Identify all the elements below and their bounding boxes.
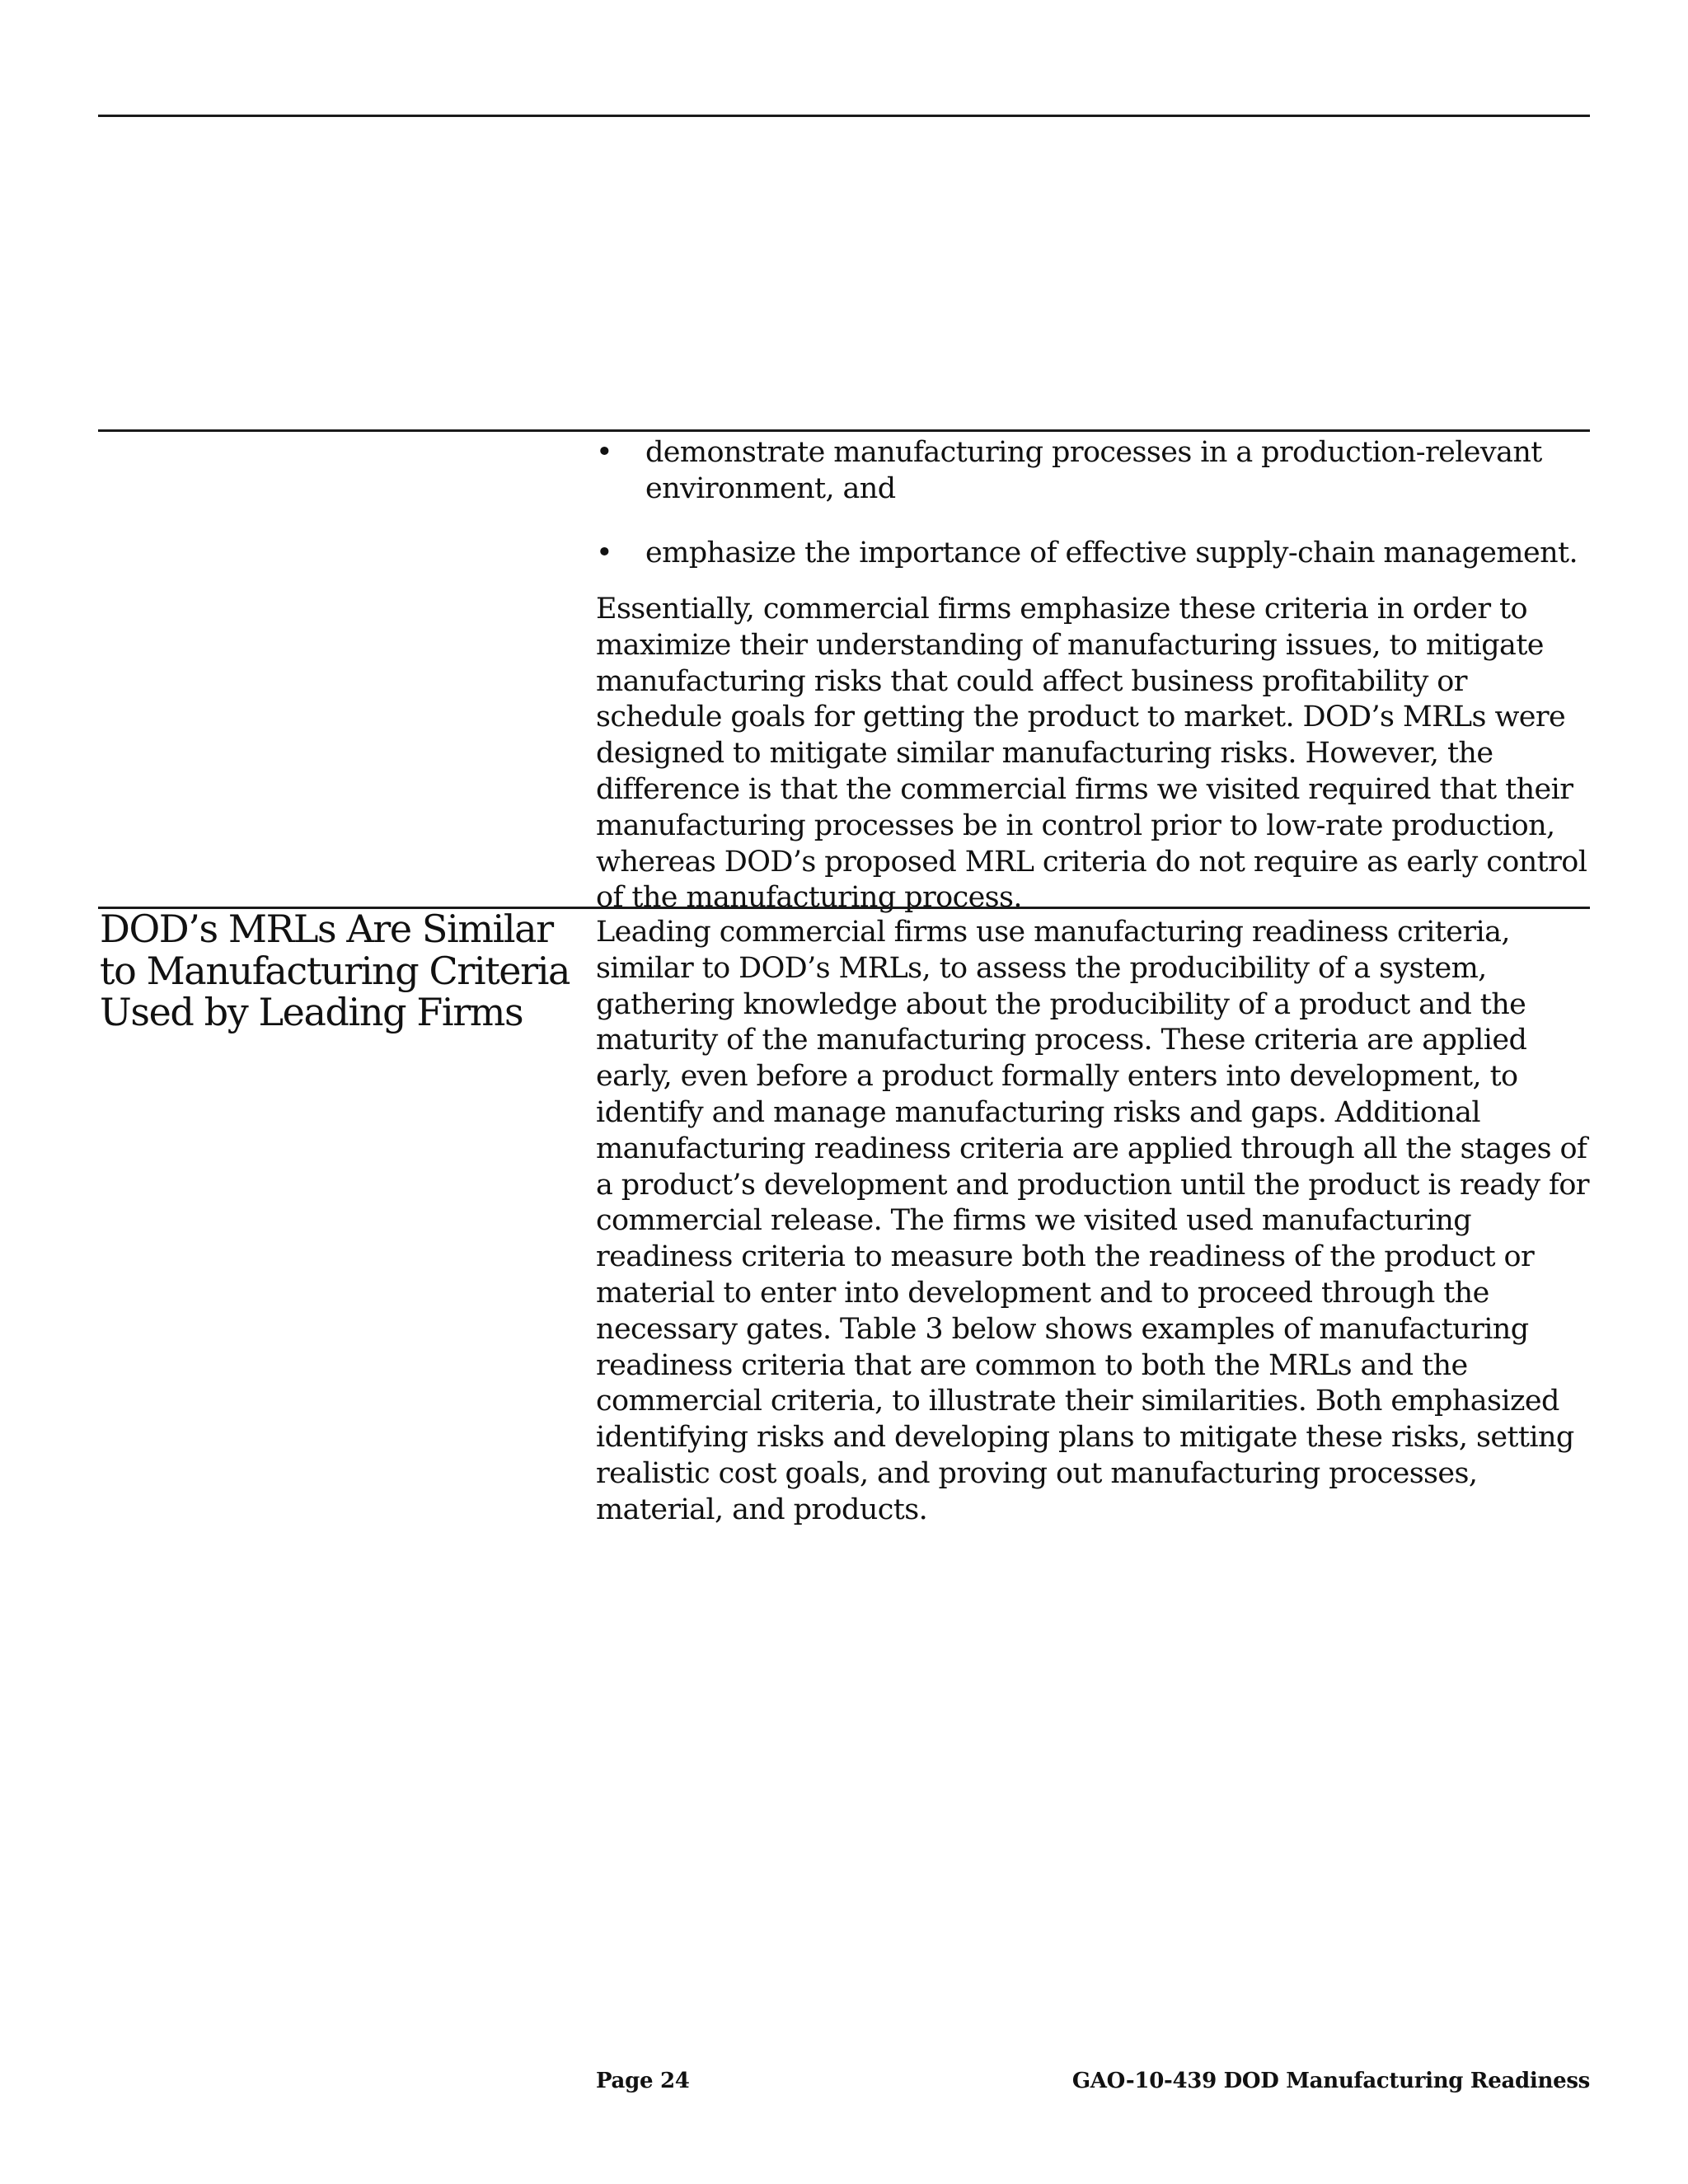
bullet-icon: • [596, 436, 613, 469]
page-number: Page 24 [596, 2069, 690, 2093]
body-paragraph-leading-firms: Leading commercial firms use manufacturing readiness criteria, similar to DOD’s MRLs, to assess the producibility of a system, gathering knowledge about the producibility of a product and the maturity of the manufacturing process. These criteria are applied early, even before a product formally enters into development, to identify and manage manufacturing risks and gaps. Additional manufacturing readiness criteria are applied through all the stages of a product’s development and production until the product is ready for commercial release. The firms we visited used manufacturing readiness criteria to measure both the readiness of the product or material to enter into development and to proceed through the necessary gates. Table 3 below shows examples of manufacturing readiness criteria that are common to both the MRLs and the commercial criteria, to illustrate their similarities. Both emphasized identifying risks and developing plans to mitigate these risks, setting realistic cost goals, and proving out manufacturing processes, material, and products. [596, 916, 1589, 1526]
section-divider-1 [98, 429, 1590, 432]
bullet-item [596, 536, 1585, 572]
bullet-icon: • [596, 537, 613, 569]
bullet-text: emphasize the importance of effective supply-chain management. [645, 537, 1578, 569]
section-side-heading: DOD’s MRLs Are Similar to Manufacturing Criteria Used by Leading Firms [100, 907, 570, 1034]
bullet-item [596, 435, 1585, 507]
body-paragraph-commercial-firms: Essentially, commercial firms emphasize these criteria in order to maximize their understanding of manufacturing issues, to mitigate manufacturing risks that could affect business profitability or schedule goals for getting the product to market. DOD’s MRLs were designed to mitigate similar manufacturing risks. However, the difference is that the commercial firms we visited required that their manufacturing processes be in control prior to low-rate production, whereas DOD’s proposed MRL criteria do not require as early control of the manufacturing process. [596, 593, 1587, 915]
top-rule [98, 115, 1590, 117]
criteria-bullet-list [596, 435, 1585, 601]
bullet-text: demonstrate manufacturing processes in a production-relevant environment, and [645, 436, 1542, 505]
report-identifier: GAO-10-439 DOD Manufacturing Readiness [1071, 2069, 1590, 2093]
